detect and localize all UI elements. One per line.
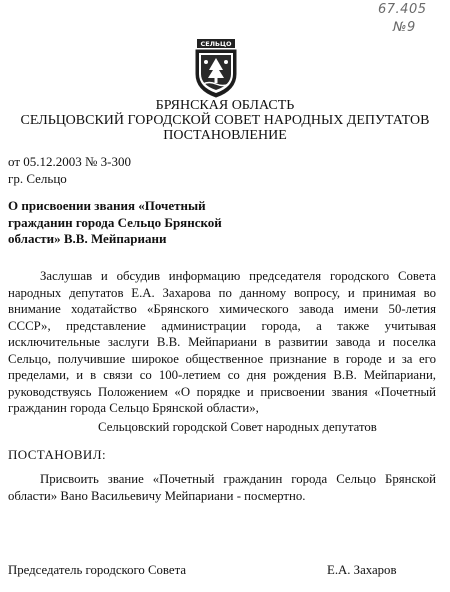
preamble-paragraph (8, 268, 436, 417)
paragraph-line: пределами, и в связи со 100-летием со дня рождения В.В. Мейпариани, (8, 368, 436, 382)
paragraph-line: гражданин города Сельцо Брянской области», (8, 401, 259, 415)
document-type: ПОСТАНОВЛЕНИЕ (163, 128, 287, 143)
paragraph-line: народных депутатов Е.А. Захарова по данному вопросу, и принимая во (8, 285, 436, 300)
subject-line: гражданин города Сельцо Брянской (8, 214, 222, 230)
decision-line: области» Вано Васильевичу Мейпариани - посмертно. (8, 488, 306, 503)
paragraph-line: СССР», представление администрации города, а также учитывая (8, 318, 436, 333)
handwritten-number: 67.405 (378, 2, 427, 17)
paragraph-line: Сельцо, получившие широкое общественное признание в городе и за его (8, 351, 436, 366)
handwritten-sheet-number: №9 (393, 20, 416, 35)
subject-line: О присвоении звания «Почетный (8, 198, 206, 213)
paragraph-line: исключительные заслуги В.В. Мейпариани в развитии завода и поселка (8, 335, 436, 349)
resolved-heading: ПОСТАНОВИЛ: (8, 447, 106, 462)
paragraph-line: Заслушав и обсудив информацию председателя городского Совета (40, 269, 436, 283)
paragraph-line: внимание ходатайство «Брянского химического завода имени 50-летия (8, 302, 436, 316)
document-subject (8, 198, 248, 248)
paragraph-line: руководствуясь Положением «О порядке и присвоении звания «Почетный (8, 384, 436, 399)
council-line: Сельцовский городской Совет народных депутатов (98, 420, 377, 434)
place: гр. Сельцо (8, 171, 67, 186)
signatory-title: Председатель городского Совета (8, 563, 187, 577)
document-header (0, 98, 450, 143)
emblem-banner-text: СЕЛЬЦО (200, 40, 232, 49)
coat-of-arms-icon (193, 38, 239, 98)
signatory-name: Е.А. Захаров (327, 563, 397, 577)
region-title: БРЯНСКАЯ ОБЛАСТЬ (155, 98, 295, 113)
date-and-number: от 05.12.2003 № 3-300 (8, 154, 131, 169)
decision-paragraph (8, 471, 436, 504)
decision-line: Присвоить звание «Почетный гражданин города Сельцо Брянской (40, 472, 436, 486)
council-title: СЕЛЬЦОВСКИЙ ГОРОДСКОЙ СОВЕТ НАРОДНЫХ ДЕПУТАТОВ (20, 113, 430, 128)
subject-line: области» В.В. Мейпариани (8, 231, 167, 246)
